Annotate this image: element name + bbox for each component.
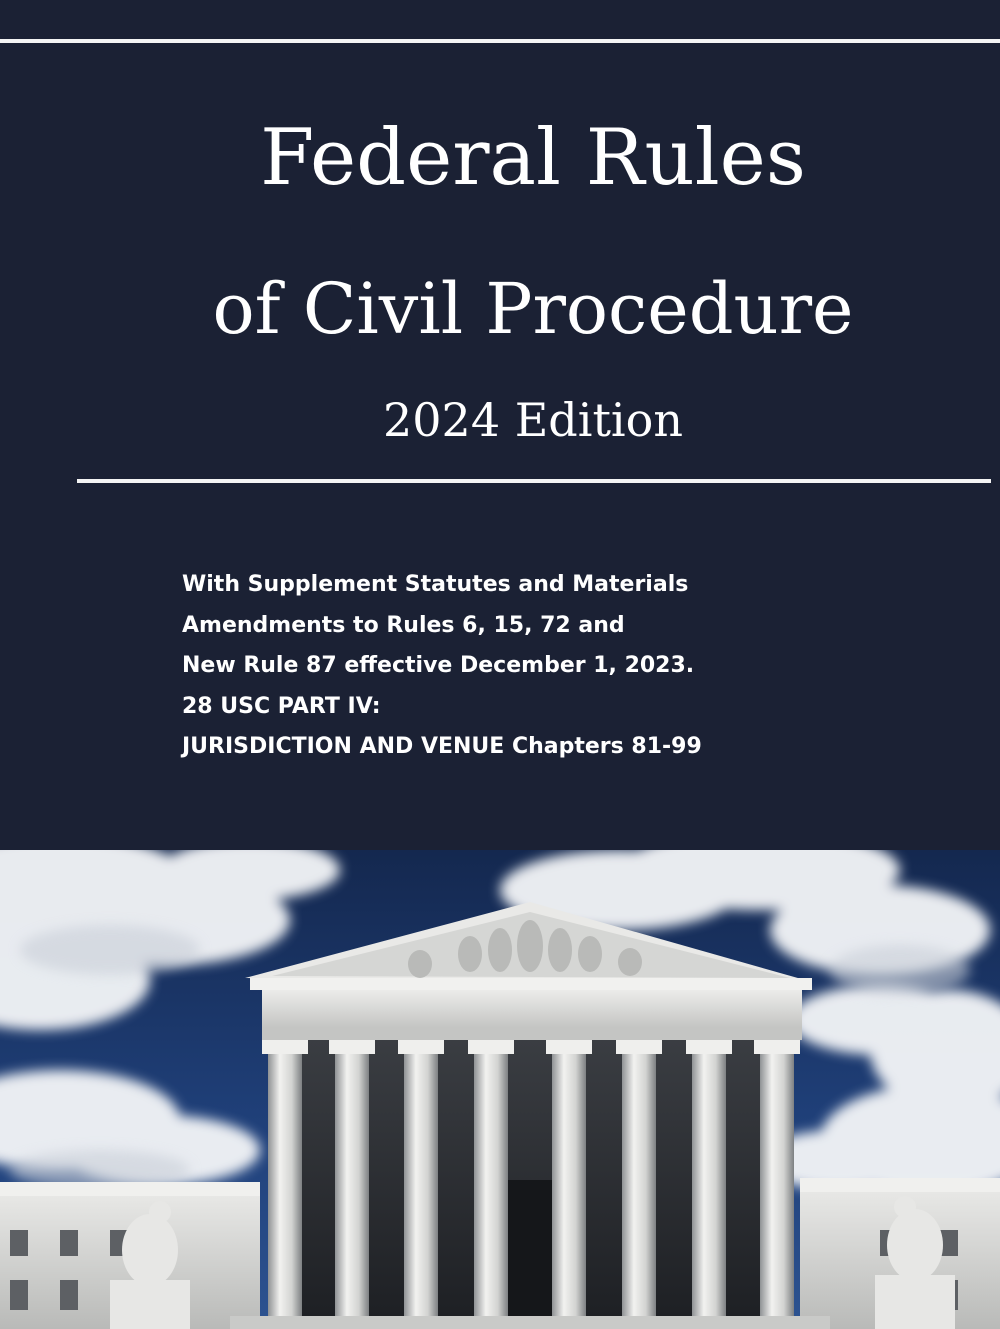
top-divider <box>0 39 1000 43</box>
title-line-2: of Civil Procedure <box>212 268 854 350</box>
subtitle-block <box>182 565 962 768</box>
supreme-court-building-photo <box>0 850 1000 1329</box>
subtitle-line: Amendments to Rules 6, 15, 72 and <box>182 612 625 638</box>
subtitle-line: 28 USC PART IV: <box>182 693 381 719</box>
edition-label: 2024 Edition <box>383 393 683 447</box>
middle-divider <box>77 479 991 483</box>
subtitle-line: With Supplement Statutes and Materials <box>182 572 689 597</box>
title-line-1: Federal Rules <box>260 113 806 203</box>
subtitle-line: JURISDICTION AND VENUE Chapters 81-99 <box>182 734 702 759</box>
subtitle-line: New Rule 87 effective December 1, 2023. <box>182 653 695 678</box>
